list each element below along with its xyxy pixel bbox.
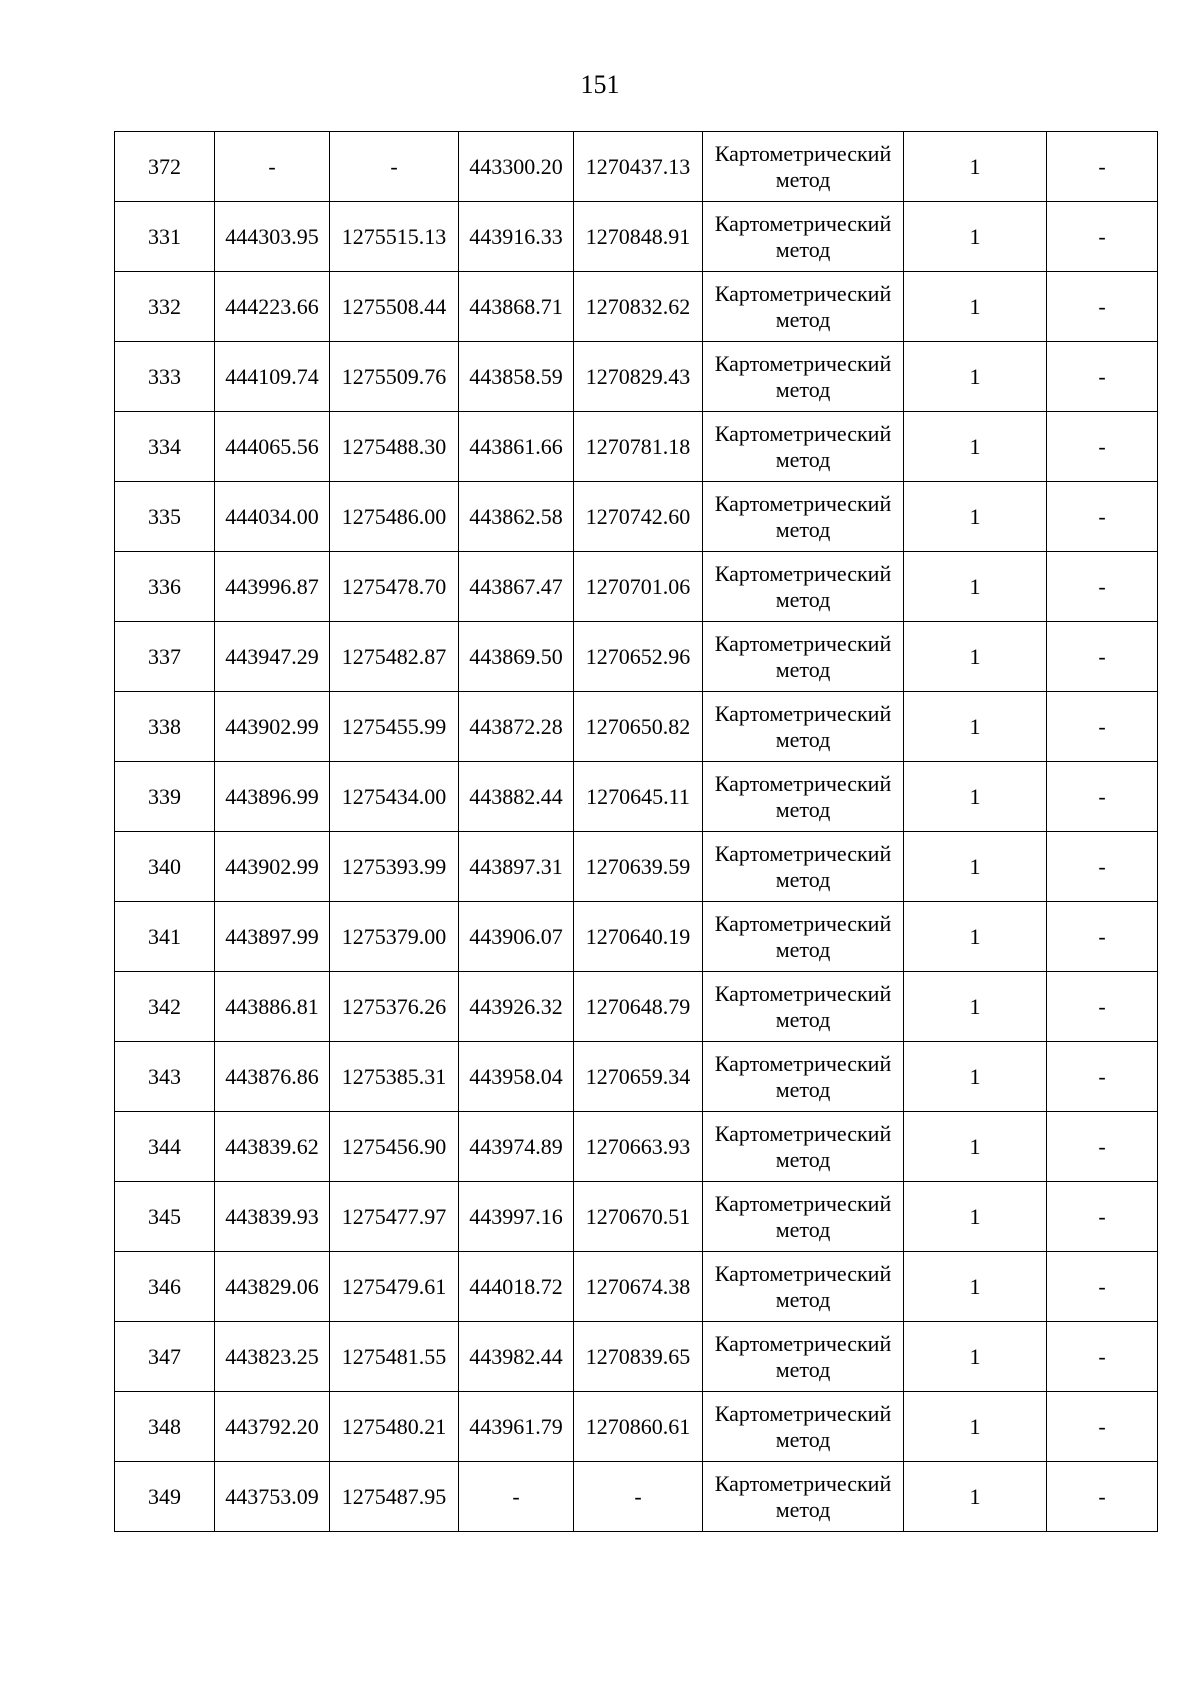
existing-x-cell: 443902.99 xyxy=(215,692,330,762)
existing-x-cell: - xyxy=(215,132,330,202)
note-cell: - xyxy=(1047,202,1158,272)
method-cell xyxy=(703,342,904,412)
table-body xyxy=(115,132,1158,1532)
table-row xyxy=(115,622,1158,692)
method-label-line2: метод xyxy=(775,1146,831,1172)
coordinates-table xyxy=(114,131,1158,1532)
method-cell xyxy=(703,132,904,202)
table-row xyxy=(115,272,1158,342)
note-cell: - xyxy=(1047,762,1158,832)
accuracy-cell: 1 xyxy=(904,972,1047,1042)
new-x-cell: 443872.28 xyxy=(459,692,574,762)
new-y-cell: 1270640.19 xyxy=(574,902,703,972)
new-x-cell: 443997.16 xyxy=(459,1182,574,1252)
method-label-line1: Картометрический xyxy=(714,421,892,447)
method-label-line1: Картометрический xyxy=(714,771,892,797)
new-x-cell: 443300.20 xyxy=(459,132,574,202)
existing-y-cell: 1275487.95 xyxy=(330,1462,459,1532)
method-label-line2: метод xyxy=(775,376,831,402)
existing-x-cell: 443829.06 xyxy=(215,1252,330,1322)
new-y-cell: 1270832.62 xyxy=(574,272,703,342)
method-label-line1: Картометрический xyxy=(714,1331,892,1357)
accuracy-cell: 1 xyxy=(904,692,1047,762)
method-label-line1: Картометрический xyxy=(714,701,892,727)
existing-y-cell: 1275379.00 xyxy=(330,902,459,972)
method-label-line1: Картометрический xyxy=(714,211,892,237)
page-number: 151 xyxy=(580,70,620,99)
method-label-line1: Картометрический xyxy=(714,141,892,167)
existing-x-cell: 443897.99 xyxy=(215,902,330,972)
method-label-line2: метод xyxy=(775,166,831,192)
point-number-cell: 343 xyxy=(115,1042,215,1112)
method-label-line2: метод xyxy=(775,1076,831,1102)
new-x-cell: 443916.33 xyxy=(459,202,574,272)
point-number-cell: 349 xyxy=(115,1462,215,1532)
existing-y-cell: - xyxy=(330,132,459,202)
method-label-line1: Картометрический xyxy=(714,981,892,1007)
new-x-cell: 444018.72 xyxy=(459,1252,574,1322)
table-row xyxy=(115,202,1158,272)
existing-y-cell: 1275482.87 xyxy=(330,622,459,692)
existing-y-cell: 1275393.99 xyxy=(330,832,459,902)
note-cell: - xyxy=(1047,1252,1158,1322)
table-row xyxy=(115,1182,1158,1252)
existing-x-cell: 444109.74 xyxy=(215,342,330,412)
point-number-cell: 341 xyxy=(115,902,215,972)
point-number-cell: 344 xyxy=(115,1112,215,1182)
note-cell: - xyxy=(1047,1042,1158,1112)
new-x-cell: 443882.44 xyxy=(459,762,574,832)
method-cell xyxy=(703,482,904,552)
new-y-cell: 1270848.91 xyxy=(574,202,703,272)
method-label-line1: Картометрический xyxy=(714,1191,892,1217)
method-label-line1: Картометрический xyxy=(714,911,892,937)
note-cell: - xyxy=(1047,692,1158,762)
accuracy-cell: 1 xyxy=(904,832,1047,902)
method-cell xyxy=(703,972,904,1042)
new-y-cell: 1270829.43 xyxy=(574,342,703,412)
new-x-cell: 443869.50 xyxy=(459,622,574,692)
existing-y-cell: 1275456.90 xyxy=(330,1112,459,1182)
point-number-cell: 338 xyxy=(115,692,215,762)
new-y-cell: 1270652.96 xyxy=(574,622,703,692)
new-y-cell: 1270670.51 xyxy=(574,1182,703,1252)
point-number-cell: 337 xyxy=(115,622,215,692)
new-x-cell: 443961.79 xyxy=(459,1392,574,1462)
existing-y-cell: 1275488.30 xyxy=(330,412,459,482)
method-label-line2: метод xyxy=(775,1006,831,1032)
new-y-cell: 1270648.79 xyxy=(574,972,703,1042)
method-cell xyxy=(703,1252,904,1322)
new-y-cell: 1270650.82 xyxy=(574,692,703,762)
method-cell xyxy=(703,202,904,272)
existing-y-cell: 1275515.13 xyxy=(330,202,459,272)
note-cell: - xyxy=(1047,1462,1158,1532)
new-y-cell: - xyxy=(574,1462,703,1532)
existing-y-cell: 1275376.26 xyxy=(330,972,459,1042)
accuracy-cell: 1 xyxy=(904,902,1047,972)
method-label-line2: метод xyxy=(775,1426,831,1452)
new-y-cell: 1270639.59 xyxy=(574,832,703,902)
table-row xyxy=(115,132,1158,202)
new-x-cell: 443982.44 xyxy=(459,1322,574,1392)
accuracy-cell: 1 xyxy=(904,272,1047,342)
method-cell xyxy=(703,1462,904,1532)
method-cell xyxy=(703,902,904,972)
method-label-line1: Картометрический xyxy=(714,841,892,867)
point-number-cell: 331 xyxy=(115,202,215,272)
method-label-line2: метод xyxy=(775,236,831,262)
method-cell xyxy=(703,692,904,762)
existing-x-cell: 443876.86 xyxy=(215,1042,330,1112)
method-cell xyxy=(703,622,904,692)
existing-y-cell: 1275508.44 xyxy=(330,272,459,342)
note-cell: - xyxy=(1047,902,1158,972)
new-x-cell: 443926.32 xyxy=(459,972,574,1042)
point-number-cell: 342 xyxy=(115,972,215,1042)
existing-y-cell: 1275385.31 xyxy=(330,1042,459,1112)
new-y-cell: 1270860.61 xyxy=(574,1392,703,1462)
existing-y-cell: 1275486.00 xyxy=(330,482,459,552)
accuracy-cell: 1 xyxy=(904,1252,1047,1322)
note-cell: - xyxy=(1047,132,1158,202)
point-number-cell: 336 xyxy=(115,552,215,622)
table-row xyxy=(115,552,1158,622)
accuracy-cell: 1 xyxy=(904,132,1047,202)
method-cell xyxy=(703,1182,904,1252)
method-label-line2: метод xyxy=(775,1286,831,1312)
existing-x-cell: 444223.66 xyxy=(215,272,330,342)
method-cell xyxy=(703,832,904,902)
note-cell: - xyxy=(1047,552,1158,622)
method-label-line1: Картометрический xyxy=(714,1121,892,1147)
note-cell: - xyxy=(1047,412,1158,482)
method-label-line1: Картометрический xyxy=(714,491,892,517)
method-label-line2: метод xyxy=(775,1356,831,1382)
method-label-line2: метод xyxy=(775,1496,831,1522)
accuracy-cell: 1 xyxy=(904,1042,1047,1112)
existing-y-cell: 1275509.76 xyxy=(330,342,459,412)
method-cell xyxy=(703,1042,904,1112)
existing-x-cell: 443896.99 xyxy=(215,762,330,832)
existing-x-cell: 443753.09 xyxy=(215,1462,330,1532)
accuracy-cell: 1 xyxy=(904,342,1047,412)
method-label-line1: Картометрический xyxy=(714,1471,892,1497)
new-y-cell: 1270663.93 xyxy=(574,1112,703,1182)
method-label-line1: Картометрический xyxy=(714,1401,892,1427)
existing-y-cell: 1275480.21 xyxy=(330,1392,459,1462)
new-y-cell: 1270437.13 xyxy=(574,132,703,202)
note-cell: - xyxy=(1047,832,1158,902)
new-x-cell: 443862.58 xyxy=(459,482,574,552)
new-x-cell: 443867.47 xyxy=(459,552,574,622)
point-number-cell: 372 xyxy=(115,132,215,202)
method-label-line2: метод xyxy=(775,446,831,472)
table-row xyxy=(115,972,1158,1042)
point-number-cell: 348 xyxy=(115,1392,215,1462)
note-cell: - xyxy=(1047,1182,1158,1252)
method-label-line2: метод xyxy=(775,726,831,752)
method-label-line2: метод xyxy=(775,936,831,962)
new-y-cell: 1270674.38 xyxy=(574,1252,703,1322)
new-x-cell: 443906.07 xyxy=(459,902,574,972)
accuracy-cell: 1 xyxy=(904,1392,1047,1462)
new-x-cell: 443958.04 xyxy=(459,1042,574,1112)
existing-x-cell: 443902.99 xyxy=(215,832,330,902)
method-label-line2: метод xyxy=(775,1216,831,1242)
new-y-cell: 1270839.65 xyxy=(574,1322,703,1392)
existing-x-cell: 443996.87 xyxy=(215,552,330,622)
new-y-cell: 1270645.11 xyxy=(574,762,703,832)
method-label-line1: Картометрический xyxy=(714,1261,892,1287)
new-y-cell: 1270742.60 xyxy=(574,482,703,552)
note-cell: - xyxy=(1047,622,1158,692)
table-row xyxy=(115,342,1158,412)
point-number-cell: 346 xyxy=(115,1252,215,1322)
table-row xyxy=(115,1112,1158,1182)
existing-y-cell: 1275481.55 xyxy=(330,1322,459,1392)
table-row xyxy=(115,482,1158,552)
table-row xyxy=(115,762,1158,832)
accuracy-cell: 1 xyxy=(904,202,1047,272)
method-cell xyxy=(703,1322,904,1392)
table-row xyxy=(115,1252,1158,1322)
method-label-line2: метод xyxy=(775,586,831,612)
accuracy-cell: 1 xyxy=(904,1462,1047,1532)
table-row xyxy=(115,1042,1158,1112)
note-cell: - xyxy=(1047,482,1158,552)
existing-y-cell: 1275434.00 xyxy=(330,762,459,832)
table-row xyxy=(115,902,1158,972)
method-label-line1: Картометрический xyxy=(714,561,892,587)
point-number-cell: 335 xyxy=(115,482,215,552)
point-number-cell: 333 xyxy=(115,342,215,412)
new-x-cell: 443861.66 xyxy=(459,412,574,482)
new-y-cell: 1270659.34 xyxy=(574,1042,703,1112)
existing-x-cell: 443792.20 xyxy=(215,1392,330,1462)
method-label-line1: Картометрический xyxy=(714,631,892,657)
method-label-line2: метод xyxy=(775,516,831,542)
existing-y-cell: 1275478.70 xyxy=(330,552,459,622)
existing-x-cell: 444034.00 xyxy=(215,482,330,552)
note-cell: - xyxy=(1047,1112,1158,1182)
new-y-cell: 1270781.18 xyxy=(574,412,703,482)
method-label-line1: Картометрический xyxy=(714,1051,892,1077)
accuracy-cell: 1 xyxy=(904,1112,1047,1182)
method-label-line2: метод xyxy=(775,866,831,892)
accuracy-cell: 1 xyxy=(904,1182,1047,1252)
accuracy-cell: 1 xyxy=(904,622,1047,692)
new-x-cell: - xyxy=(459,1462,574,1532)
note-cell: - xyxy=(1047,342,1158,412)
method-label-line2: метод xyxy=(775,306,831,332)
method-label-line1: Картометрический xyxy=(714,281,892,307)
accuracy-cell: 1 xyxy=(904,762,1047,832)
method-label-line2: метод xyxy=(775,796,831,822)
method-cell xyxy=(703,1112,904,1182)
method-cell xyxy=(703,272,904,342)
method-cell xyxy=(703,1392,904,1462)
existing-x-cell: 443823.25 xyxy=(215,1322,330,1392)
new-x-cell: 443868.71 xyxy=(459,272,574,342)
point-number-cell: 345 xyxy=(115,1182,215,1252)
new-x-cell: 443897.31 xyxy=(459,832,574,902)
existing-x-cell: 444065.56 xyxy=(215,412,330,482)
note-cell: - xyxy=(1047,1392,1158,1462)
method-cell xyxy=(703,412,904,482)
existing-y-cell: 1275477.97 xyxy=(330,1182,459,1252)
point-number-cell: 340 xyxy=(115,832,215,902)
accuracy-cell: 1 xyxy=(904,1322,1047,1392)
existing-y-cell: 1275479.61 xyxy=(330,1252,459,1322)
note-cell: - xyxy=(1047,972,1158,1042)
accuracy-cell: 1 xyxy=(904,482,1047,552)
point-number-cell: 339 xyxy=(115,762,215,832)
accuracy-cell: 1 xyxy=(904,412,1047,482)
table-row xyxy=(115,1462,1158,1532)
point-number-cell: 334 xyxy=(115,412,215,482)
existing-x-cell: 443947.29 xyxy=(215,622,330,692)
existing-x-cell: 444303.95 xyxy=(215,202,330,272)
method-cell xyxy=(703,552,904,622)
method-label-line1: Картометрический xyxy=(714,351,892,377)
method-label-line2: метод xyxy=(775,656,831,682)
new-x-cell: 443858.59 xyxy=(459,342,574,412)
method-cell xyxy=(703,762,904,832)
existing-x-cell: 443839.62 xyxy=(215,1112,330,1182)
point-number-cell: 332 xyxy=(115,272,215,342)
table-row xyxy=(115,1392,1158,1462)
table-row xyxy=(115,1322,1158,1392)
existing-x-cell: 443886.81 xyxy=(215,972,330,1042)
table-row xyxy=(115,832,1158,902)
table-row xyxy=(115,412,1158,482)
table-row xyxy=(115,692,1158,762)
new-y-cell: 1270701.06 xyxy=(574,552,703,622)
existing-x-cell: 443839.93 xyxy=(215,1182,330,1252)
existing-y-cell: 1275455.99 xyxy=(330,692,459,762)
new-x-cell: 443974.89 xyxy=(459,1112,574,1182)
note-cell: - xyxy=(1047,1322,1158,1392)
point-number-cell: 347 xyxy=(115,1322,215,1392)
note-cell: - xyxy=(1047,272,1158,342)
accuracy-cell: 1 xyxy=(904,552,1047,622)
